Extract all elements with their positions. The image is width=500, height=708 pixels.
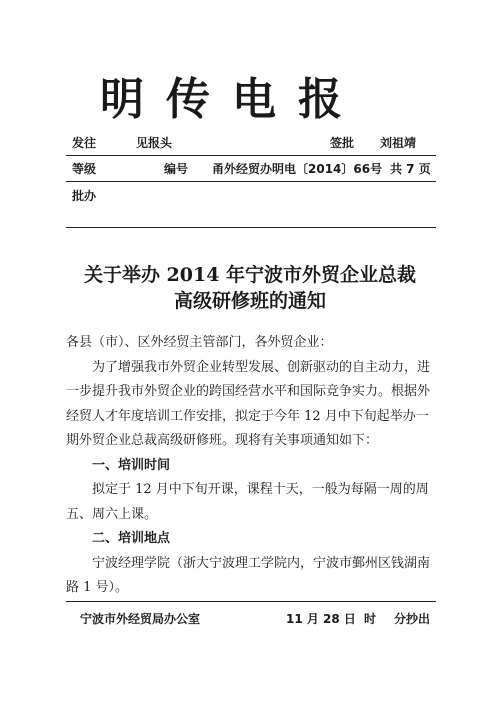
- section-1-text: 拟定于 12 月中下旬开课，课程十天，一般为每隔一周的周五、周六上课。: [66, 482, 429, 522]
- number-label: 编号: [164, 162, 189, 176]
- header-divider: [66, 155, 436, 156]
- copy-label: 分抄出: [394, 612, 431, 626]
- section-1-title: 一、培训时间: [92, 457, 171, 473]
- approver-value: 刘祖靖: [380, 136, 417, 150]
- masthead-title: 明传电报: [100, 74, 364, 125]
- intro-paragraph: 为了增强我市外贸企业转型发展、创新驱动的自主动力，进一步提升我市外贸企业的跨国经营水平和国际竞争实力。根据外经贸人才年度培训工作安排，拟定于今年 12 月中下旬起举办一期外贸企业总裁高级研修班。现将有关事项通知如下：: [66, 359, 431, 448]
- section-2-text: 宁波经理学院（浙大宁波理工学院内，宁波市鄞州区钱湖南路 1 号）。: [66, 555, 431, 595]
- title-line-2: 高级研修班的通知: [173, 290, 326, 312]
- header-divider: [66, 181, 436, 182]
- sender-value: 见报头: [136, 136, 173, 150]
- document-title: [0, 262, 500, 314]
- issue-date: 11 月 28 日: [286, 612, 356, 626]
- document-number: 甬外经贸办明电〔2014〕66号: [212, 162, 383, 176]
- sender-label: 发往: [72, 136, 97, 150]
- approver-label: 签批: [330, 136, 355, 150]
- footer-rule: [66, 601, 436, 602]
- page-count: 共 7 页: [390, 162, 431, 176]
- section-2-title: 二、培训地点: [92, 531, 171, 546]
- title-line-1: 关于举办 2014 年宁波市外贸企业总裁: [83, 264, 417, 286]
- handling-label: 批办: [72, 189, 97, 203]
- document-body: [66, 331, 434, 601]
- header-bottom-rule: [66, 227, 436, 228]
- time-label: 时: [364, 612, 377, 626]
- salutation: 各县（市）、区外经贸主管部门，各外贸企业：: [66, 335, 333, 350]
- issuing-office: 宁波市外经贸局办公室: [80, 612, 201, 626]
- grade-label: 等级: [72, 162, 97, 176]
